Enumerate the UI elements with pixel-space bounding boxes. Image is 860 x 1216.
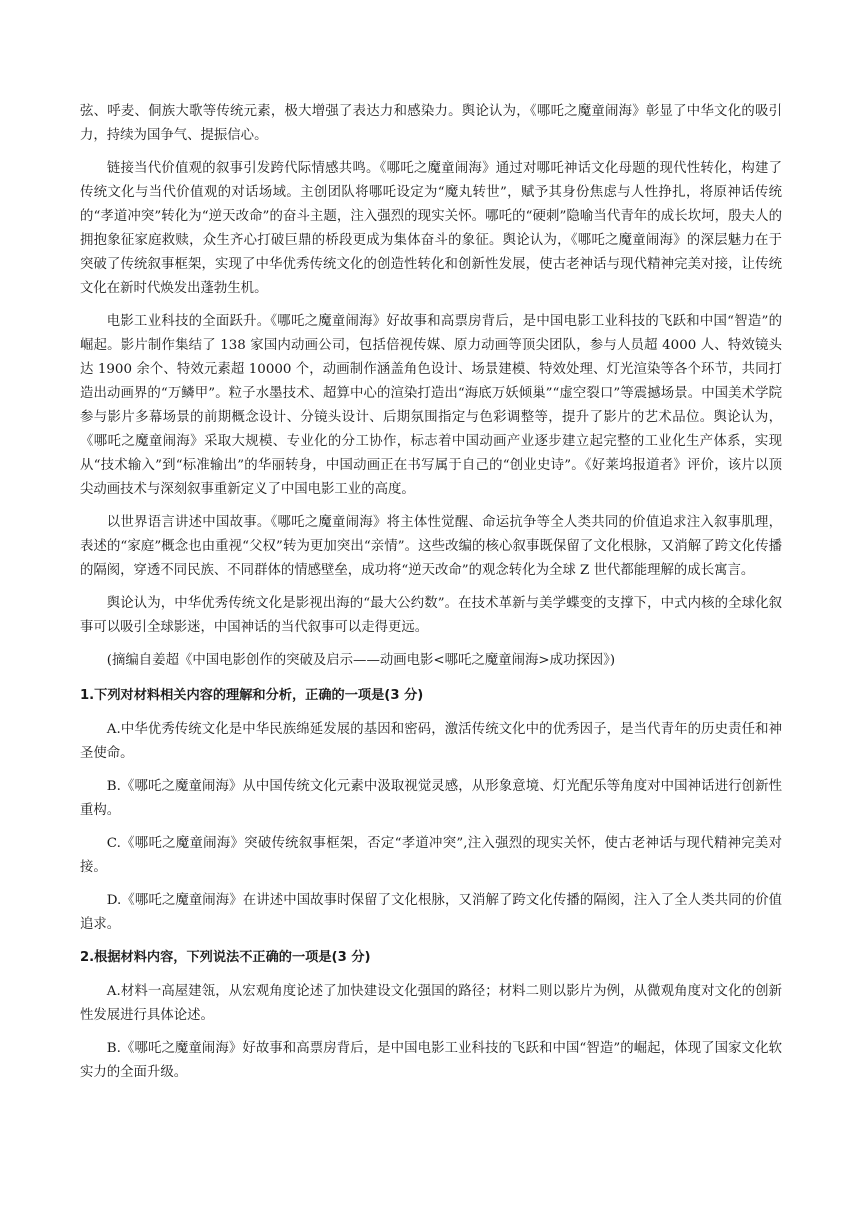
paragraph-narrative: 链接当代价值观的叙事引发跨代际情感共鸣。《哪吒之魔童闹海》通过对哪吒神话文化母题的现代性转化，构建了传统文化与当代价值观的对话场域。主创团队将哪吒设定为“魔丸转世”，赋予其身份焦虑与人性挣扎，将原神话传统的“孝道冲突”转化为“逆天改命”的奋斗主题，注入强烈的现实关怀。哪吒的“硬刺”隐喻当代青年的成长坎坷，殷夫人的拥抱象征家庭救赎，众生齐心打破巨鼎的桥段更成为集体奋斗的象征。舆论认为，《哪吒之魔童闹海》的深层魅力在于突破了传统叙事框架，实现了中华优秀传统文化的创造性转化和创新性发展，使古老神话与现代精神完美对接，让传统文化在新时代焕发出蓬勃生机。 xyxy=(80,161,782,296)
document-page xyxy=(80,100,782,1094)
paragraph-conclusion: 舆论认为，中华优秀传统文化是影视出海的“最大公约数”。在技术革新与美学蝶变的支撑下，中式内核的全球化叙事可以吸引全球影迷，中国神话的当代叙事可以走得更远。 xyxy=(80,596,782,635)
question-1-title: 1.下列对材料相关内容的理解和分析，正确的一项是(3 分) xyxy=(80,688,424,703)
paragraph-industry: 电影工业科技的全面跃升。《哪吒之魔童闹海》好故事和高票房背后，是中国电影工业科技的飞跃和中国“智造”的崛起。影片制作集结了 138 家国内动画公司，包括倍视传媒、原力动画等顶尖团队，参与人员超 4000 人、特效镜头达 1900 余个、特效元素超 10000 个，动画制作涵盖角色设计、场景建模、特效处理、灯光渲染等各个环节，共同打造出动画界的“万鳞甲”。粒子水墨技术、超算中心的渲染打造出“海底万妖倾巢”“虚空裂口”等震撼场景。中国美术学院参与影片多幕场景的前期概念设计、分镜头设计、后期氛围指定与色彩调整等，提升了影片的艺术品位。舆论认为，《哪吒之魔童闹海》采取大规模、专业化的分工协作，标志着中国动画产业逐步建立起完整的工业化生产体系，实现从“技术输入”到“标准输出”的华丽转身，中国动画正在书写属于自己的“创业史诗”。《好莱坞报道者》评价，该片以顶尖动画技术与深刻叙事重新定义了中国电影工业的高度。 xyxy=(80,314,782,497)
question-1-option-a: A.中华优秀传统文化是中华民族绵延发展的基因和密码，激活传统文化中的优秀因子，是当代青年的历史责任和神圣使命。 xyxy=(80,722,782,761)
question-1-option-b: B.《哪吒之魔童闹海》从中国传统文化元素中汲取视觉灵感，从形象意境、灯光配乐等角度对中国神话进行创新性重构。 xyxy=(80,779,782,818)
question-2-option-a: A.材料一高屋建瓴，从宏观角度论述了加快建设文化强国的路径；材料二则以影片为例，从微观角度对文化的创新性发展进行具体论述。 xyxy=(80,984,782,1023)
paragraph-continued: 弦、呼麦、侗族大歌等传统元素，极大增强了表达力和感染力。舆论认为，《哪吒之魔童闹海》彰显了中华文化的吸引力，持续为国争气、提振信心。 xyxy=(80,104,782,143)
question-2-title: 2.根据材料内容，下列说法不正确的一项是(3 分) xyxy=(80,950,371,965)
question-2-option-b: B.《哪吒之魔童闹海》好故事和高票房背后，是中国电影工业科技的飞跃和中国“智造”的崛起，体现了国家文化软实力的全面升级。 xyxy=(80,1041,782,1080)
question-1-option-c: C.《哪吒之魔童闹海》突破传统叙事框架，否定“孝道冲突”,注入强烈的现实关怀，使古老神话与现代精神完美对接。 xyxy=(80,836,782,875)
paragraph-world-language: 以世界语言讲述中国故事。《哪吒之魔童闹海》将主体性觉醒、命运抗争等全人类共同的价值追求注入叙事肌理，表述的“家庭”概念也由重视“父权”转为更加突出“亲情”。这些改编的核心叙事既保留了文化根脉，又消解了跨文化传播的隔阂，穿透不同民族、不同群体的情感壁垒，成功将“逆天改命”的观念转化为全球 Z 世代都能理解的成长寓言。 xyxy=(80,515,782,578)
question-1-option-d: D.《哪吒之魔童闹海》在讲述中国故事时保留了文化根脉，又消解了跨文化传播的隔阂，注入了全人类共同的价值追求。 xyxy=(80,893,782,932)
source-citation: (摘编自姜超《中国电影创作的突破及启示——动画电影<哪吒之魔童闹海>成功探因》) xyxy=(106,653,616,668)
